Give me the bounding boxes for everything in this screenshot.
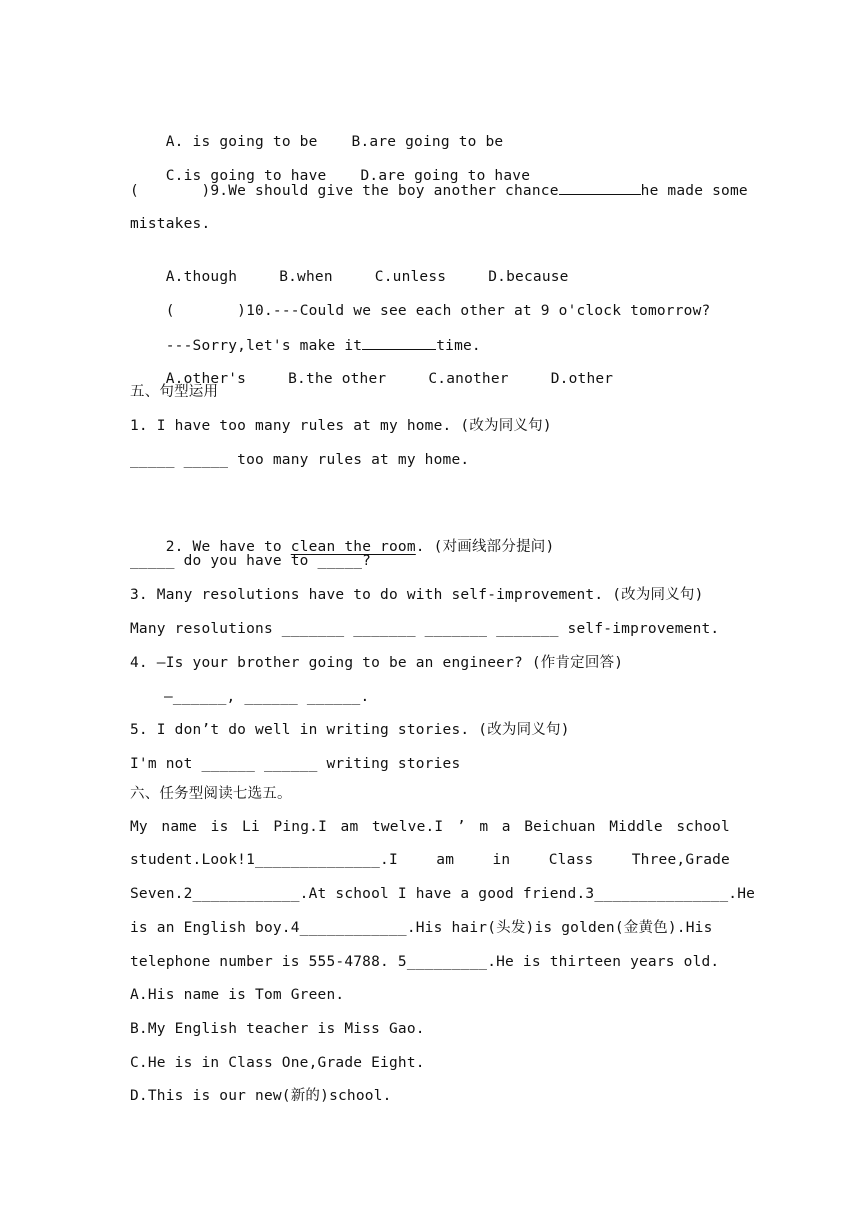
- passage-word: m: [479, 819, 489, 835]
- q8-option-b: B.are going to be: [351, 134, 504, 150]
- q10-paren: ( ): [165, 303, 247, 319]
- passage-word: a: [501, 819, 511, 835]
- q10-option-b: B.the other: [288, 371, 387, 387]
- q9-option-b: B.when: [279, 269, 333, 285]
- s5-question: 5. I don’t do well in writing stories. (改为同义句): [130, 722, 570, 738]
- q9-option-d: D.because: [488, 269, 569, 285]
- passage-word: am: [340, 819, 359, 835]
- passage-line-3: Seven.2____________.At school I have a good friend.3_______________.He: [130, 886, 756, 902]
- q8-option-a: A. is going to be: [165, 134, 318, 150]
- s3-question: 3. Many resolutions have to do with self-improvement. (改为同义句): [130, 587, 704, 603]
- section6-option-d: D.This is our new(新的)school.: [130, 1088, 392, 1104]
- s2-question-after: . (对画线部分提问): [415, 539, 555, 555]
- section6-heading: 六、任务型阅读七选五。: [130, 786, 292, 802]
- s4-answer: —______, ______ ______.: [164, 689, 370, 705]
- s4-question: 4. —Is your brother going to be an engineer? (作肯定回答): [130, 655, 624, 671]
- section6-option-a: A.His name is Tom Green.: [130, 987, 345, 1003]
- q9-blank: [559, 180, 641, 195]
- q8-option-c: C.is going to have: [165, 168, 327, 184]
- s2-question-before: 2. We have to: [165, 539, 291, 555]
- section6-option-c: C.He is in Class One,Grade Eight.: [130, 1055, 425, 1071]
- s2-underlined-part: clean the room: [290, 539, 416, 555]
- q10-option-d: D.other: [550, 371, 614, 387]
- q9-stem: [130, 180, 748, 201]
- passage-line-4: is an English boy.4____________.His hair(头发)is golden(金黄色).His: [130, 920, 713, 936]
- passage-word: Middle: [609, 819, 663, 835]
- passage-word: My: [130, 819, 148, 835]
- passage-word: ’: [456, 819, 466, 835]
- passage-word: twelve.I: [371, 819, 444, 835]
- section6-option-b: B.My English teacher is Miss Gao.: [130, 1021, 425, 1037]
- s1-question: 1. I have too many rules at my home. (改为同义句): [130, 418, 552, 434]
- s3-answer: Many resolutions _______ _______ _______ _______ self-improvement.: [130, 621, 720, 637]
- passage-word: Class: [548, 852, 594, 868]
- q10-text: 10.---Could we see each other at 9 o'clock tomorrow?: [246, 303, 711, 319]
- q9-paren: ( ): [130, 183, 211, 199]
- q9-text-after: he made some: [640, 183, 748, 199]
- passage-line-1: [130, 817, 730, 837]
- passage-line-2: [130, 850, 730, 870]
- q9-text-before: 9.We should give the boy another chance: [210, 183, 559, 199]
- q9-option-c: C.unless: [374, 269, 447, 285]
- passage-word: student.Look!1______________.I: [130, 852, 398, 868]
- passage-line-5: telephone number is 555-4788. 5_________.He is thirteen years old.: [130, 954, 720, 970]
- q10-option-a: A.other's: [165, 371, 247, 387]
- passage-word: in: [492, 852, 511, 868]
- q10-blank: [362, 335, 436, 350]
- q10-answer-after: time.: [436, 338, 481, 354]
- q10-option-c: C.another: [428, 371, 509, 387]
- passage-word: Li: [242, 819, 260, 835]
- s2-answer: _____ do you have to _____?: [130, 553, 372, 569]
- passage-word: Three,Grade: [631, 852, 730, 868]
- s1-answer: _____ _____ too many rules at my home.: [130, 452, 470, 468]
- q8-option-d: D.are going to have: [360, 168, 531, 184]
- q9-option-a: A.though: [165, 269, 238, 285]
- s5-answer: I'm not ______ ______ writing stories: [130, 756, 461, 772]
- passage-word: am: [436, 852, 455, 868]
- passage-word: Ping.I: [273, 819, 328, 835]
- section5-heading: 五、句型运用: [130, 384, 219, 400]
- passage-word: is: [210, 819, 229, 835]
- q10-answer-before: ---Sorry,let's make it: [165, 338, 363, 354]
- q9-stem-cont: mistakes.: [130, 216, 211, 232]
- passage-word: name: [161, 819, 198, 835]
- passage-word: school: [676, 819, 730, 835]
- passage-word: Beichuan: [524, 819, 596, 835]
